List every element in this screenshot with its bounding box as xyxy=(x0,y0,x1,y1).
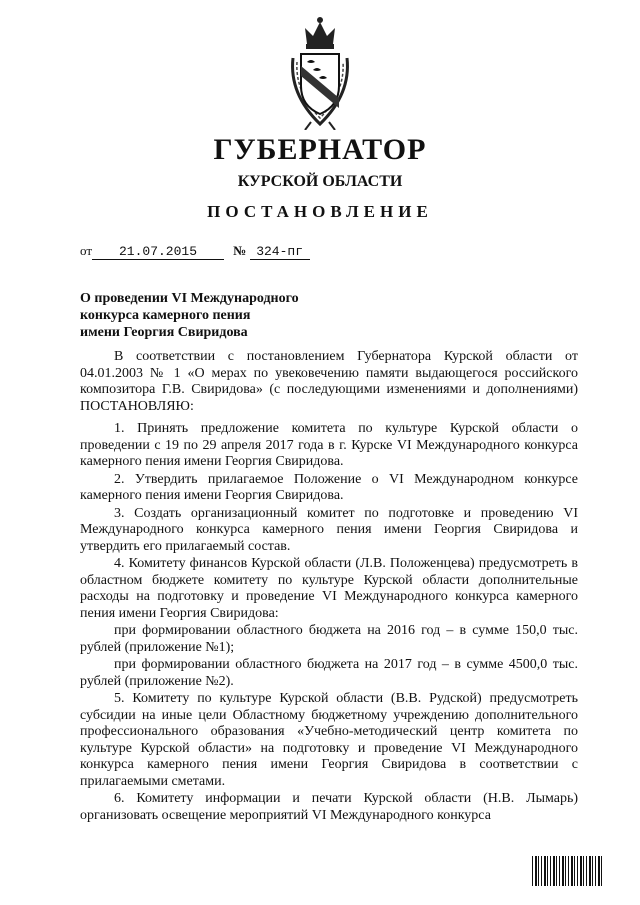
subject-line: О проведении VI Международного xyxy=(80,291,299,306)
clause-6: 6. Комитету информации и печати Курской области (Н.В. Лымарь) организовать освещение мероприятий VI Международного конкурса xyxy=(80,791,578,823)
document-type: ПОСТАНОВЛЕНИЕ xyxy=(207,202,433,221)
clause-3: 3. Создать организационный комитет по подготовке и проведению VI Международного конкурса камерного пения имени Георгия Свиридова и утвердить его прилагаемый состав. xyxy=(80,505,578,554)
region-title: КУРСКОЙ ОБЛАСТИ xyxy=(237,173,403,190)
date-prefix: от xyxy=(80,243,93,258)
subject-line: конкурса камерного пения xyxy=(80,308,251,323)
barcode-icon xyxy=(532,856,604,886)
number-prefix: № xyxy=(233,243,247,258)
governor-title: ГУБЕРНАТОР xyxy=(213,133,427,166)
decree-date: 21.07.2015 xyxy=(92,244,224,260)
clause-4-item-1: при формировании областного бюджета на 2016 год – в сумме 150,0 тыс. рублей (приложение №1); xyxy=(80,623,578,655)
subject-line: имени Георгия Свиридова xyxy=(80,325,248,340)
decree-meta xyxy=(80,242,310,260)
clause-4: 4. Комитету финансов Курской области (Л.В. Положенцева) предусмотреть в областном бюджете комитету по культуре Курской области дополнительные расходы на подготовку и проведение VI Международного конкурса камерного пения имени Георгия Свиридова: xyxy=(80,556,578,621)
clause-5: 5. Комитету по культуре Курской области (В.В. Рудской) предусмотреть субсидии на иные цели Областному бюджетному учреждению дополнительного профессионального образования «Учебно-методический центр комитета по культуре Курской области» на подготовку и проведение VI Международного конкурса камерного пения имени Георгия Свиридова в соответствии с прилагаемыми сметами. xyxy=(80,691,578,789)
preamble-paragraph: В соответствии с постановлением Губернатора Курской области от 04.01.2003 № 1 «О мерах по увековечению памяти выдающегося российского композитора Г.В. Свиридова» (с последующими изменениями и дополнениями) ПОСТАНОВЛЯЮ: xyxy=(80,349,578,414)
clause-1: 1. Принять предложение комитета по культуре Курской области о проведении с 19 по 29 апреля 2017 года в г. Курске VI Международного конкурса камерного пения имени Георгия Свиридова. xyxy=(80,421,578,469)
decree-subject xyxy=(80,290,380,341)
decree-number: 324-пг xyxy=(250,244,310,260)
clause-2: 2. Утвердить прилагаемое Положение о VI Международном конкурсе камерного пения имени Георгия Свиридова. xyxy=(80,471,578,503)
kursk-coat-of-arms-icon xyxy=(287,14,353,130)
clause-4-item-2: при формировании областного бюджета на 2017 год – в сумме 4500,0 тыс. рублей (приложение №2). xyxy=(80,657,578,689)
decree-body xyxy=(80,349,578,825)
